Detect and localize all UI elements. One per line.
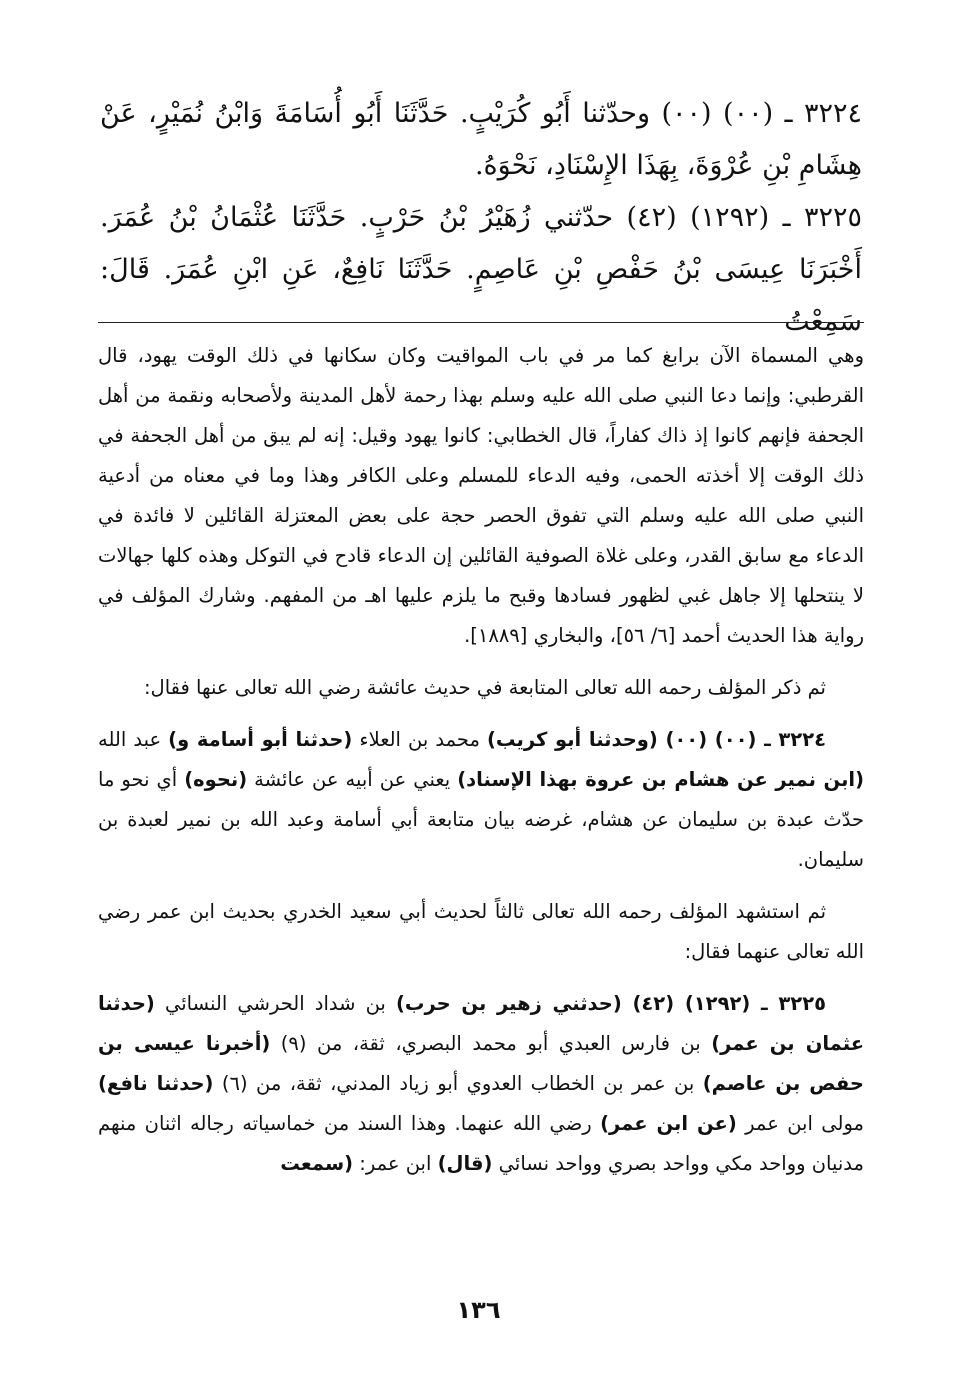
hadith-quote: ٣٢٢٥ ـ (١٢٩٢) (٤٢) (حدثني زهير بن حرب)	[395, 992, 826, 1015]
hadith-quote: (قال)	[437, 1152, 493, 1175]
explanation-text: بن عمر بن الخطاب العدوي أبو زياد المدني، ثقة، من (٦)	[213, 1072, 703, 1095]
explanation-text: مولى ابن عمر	[736, 1112, 864, 1135]
commentary-paragraph-3	[98, 720, 864, 880]
commentary-paragraph-5	[98, 984, 864, 1184]
explanation-text: رضي الله عنهما. وهذا السند من خماسياته رجاله اثنان منهم مدنيان وواحد مكي وواحد بصري وواحد نسائي	[98, 1112, 864, 1175]
hadith-quote: (حدثنا عثمان بن عمر)	[98, 992, 865, 1055]
hadith-quote: (حدثنا أبو أسامة و)	[168, 728, 353, 751]
hadith-quote: (سمعت	[280, 1152, 354, 1175]
commentary-paragraph-1: وهي المسماة الآن برابغ كما مر في باب المواقيت وكان سكانها في ذلك الوقت يهود، قال القرطبي: وإنما دعا النبي صلى الله عليه وسلم بهذا رحمة لأهل المدينة ولأصحابه ونقمة من أهل الجحفة فإنهم كانوا إذ ذاك كفاراً، قال الخطابي: كانوا يهود وقيل: إنه لم يبق من أهل الجحفة في ذلك الوقت إلا أخذته الحمى، وفيه الدعاء للمسلم وعلى الكافر وهذا وما في معناه من أدعية النبي صلى الله عليه وسلم التي تفوق الحصر حجة على بعض المعتزلة القائلين لا فائدة في الدعاء مع سابق القدر، وعلى غلاة الصوفية القائلين إن الدعاء قادح في التوكل وهذه كلها جهالات لا ينتحلها إلا جاهل غبي لظهور فسادها وقبح ما يلزم عليها اهـ من المفهم. وشارك المؤلف في رواية هذا الحديث أحمد [٦/ ٥٦]، والبخاري [١٨٨٩].	[98, 344, 864, 647]
explanation-text: أي نحو ما حدّث عبدة بن سليمان عن هشام، غرضه بيان متابعة أبي أسامة وعبد الله بن نمير لعبدة بن سليمان.	[98, 768, 864, 871]
commentary-paragraph-4: ثم استشهد المؤلف رحمه الله تعالى ثالثاً لحديث أبي سعيد الخدري بحديث ابن عمر رضي الله تعالى عنهما فقال:	[98, 900, 864, 963]
hadith-quote: (عن ابن عمر)	[600, 1112, 737, 1135]
explanation-text: ابن عمر:	[353, 1152, 438, 1175]
hadith-quote: (نحوه)	[184, 768, 248, 791]
hadith-quote: (حدثنا نافع)	[98, 1072, 214, 1095]
explanation-text: يعني عن أبيه عن عائشة	[247, 768, 458, 791]
hadith-quote: ٣٢٢٤ ـ (٠٠) (٠٠) (وحدثنا أبو كريب)	[486, 728, 827, 751]
commentary-section	[98, 336, 864, 1196]
commentary-paragraph-2: ثم ذكر المؤلف رحمه الله تعالى المتابعة في حديث عائشة رضي الله تعالى عنها فقال:	[143, 676, 826, 699]
explanation-text: بن شداد الحرشي النسائي	[154, 992, 396, 1015]
explanation-text: محمد بن العلاء	[352, 728, 487, 751]
hadith-3225-text: ٣٢٢٥ ـ (١٢٩٢) (٤٢) حدّثني زُهَيْرُ بْنُ حَرْبٍ. حَدَّثَنَا عُثْمَانُ بْنُ عُمَرَ. أَخْبَرَنَا عِيسَى بْنُ حَفْصِ بْنِ عَاصِمٍ. حَدَّثَنَا نَافِعٌ، عَنِ ابْنِ عُمَرَ. قَالَ: سَمِعْتُ	[100, 202, 862, 337]
explanation-text: عبد الله	[98, 728, 169, 751]
footnote-divider	[98, 322, 864, 323]
hadith-quote: (ابن نمير عن هشام بن عروة بهذا الإسناد)	[457, 768, 864, 791]
hadith-quote: (أخبرنا عيسى بن حفص بن عاصم)	[98, 1032, 864, 1095]
page-number: ١٣٦	[456, 1296, 501, 1324]
explanation-text: بن فارس العبدي أبو محمد البصري، ثقة، من (٩)	[270, 1032, 712, 1055]
hadith-3224-text: ٣٢٢٤ ـ (٠٠) (٠٠) وحدّثنا أَبُو كُرَيْبٍ. حَدَّثَنَا أَبُو أُسَامَةَ وَابْنُ نُمَيْرٍ، عَنْ هِشَامِ بْنِ عُرْوَةَ، بِهَذَا الإِسْنَادِ، نَحْوَهُ.	[100, 98, 863, 181]
